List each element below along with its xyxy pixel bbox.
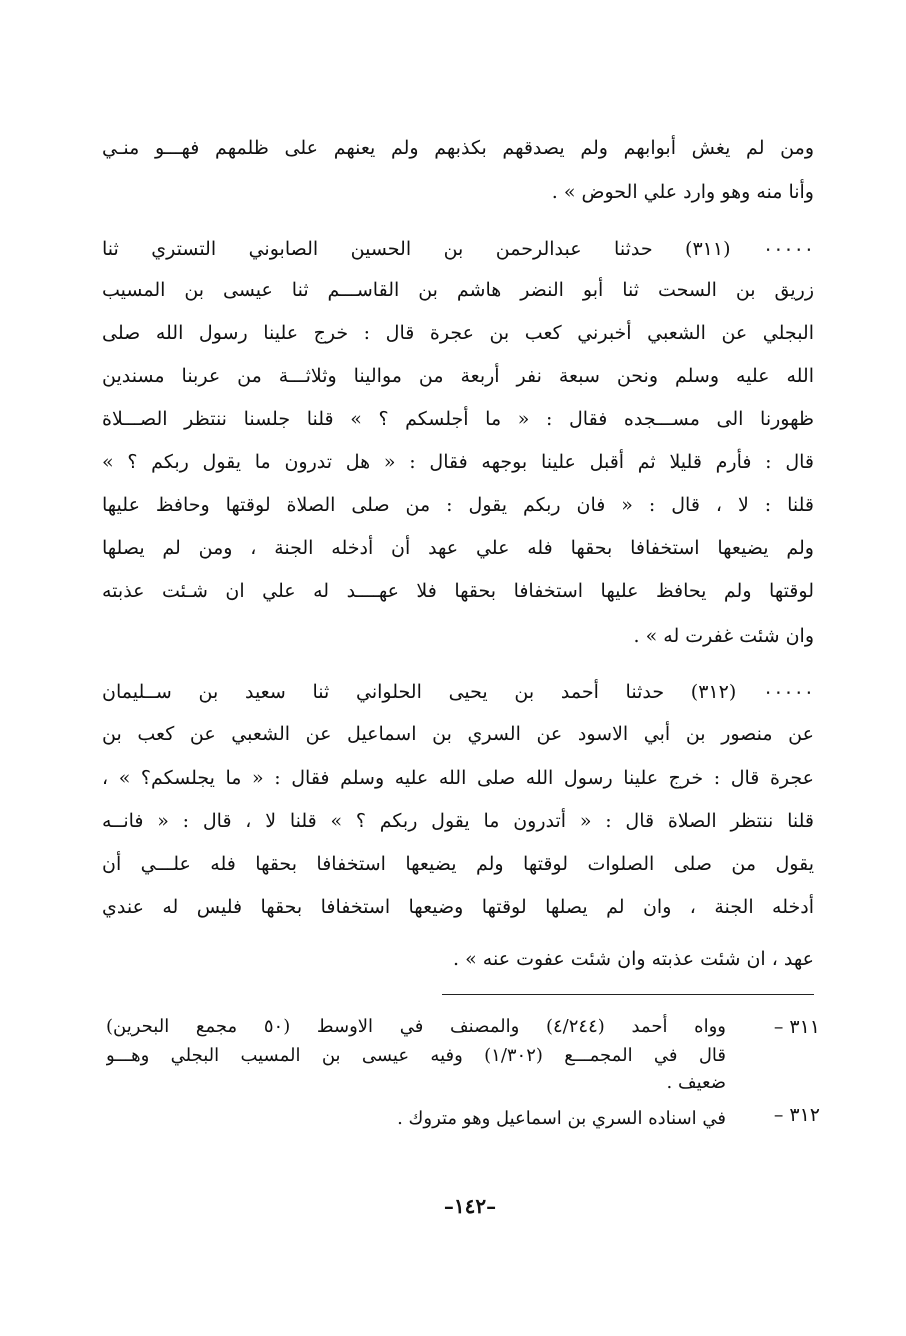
text-line: قلنا ننتظر الصلاة قال : « أتدرون ما يقول ربكم ؟ » قلنا لا ، قال : « فانــه — [102, 810, 814, 832]
text-line: قلنا : لا ، قال : « فان ربكم يقول : من صلى الصلاة لوقتها وحافظ عليها — [102, 494, 814, 516]
text-line: البجلي عن الشعبي أخبرني كعب بن عجرة قال : خرج علينا رسول الله صلى — [102, 322, 814, 344]
text-line: عن منصور بن أبي الاسود عن السري بن اسماعيل عن الشعبي عن كعب بن — [102, 723, 814, 745]
footnote-line: في اسناده السري بن اسماعيل وهو متروك . — [397, 1108, 726, 1129]
footnote-number: ٣١٢ – — [773, 1104, 820, 1126]
text-line: ظهورنا الى مســـجده فقال : « ما أجلسكم ؟ » قلنا جلسنا ننتظر الصـــلاة — [102, 408, 814, 430]
text-line: الله عليه وسلم ونحن سبعة نفر أربعة من موالينا وثلاثـــة من عربنا مسندين — [102, 365, 814, 387]
text-line: زريق بن السحت ثنا أبو النضر هاشم بن القاســـم ثنا عيسى بن المسيب — [102, 279, 814, 301]
text-line: لوقتها ولم يحافظ عليها استخفافا بحقها فلا عهــــد له علي ان شـئت عذبته — [102, 580, 814, 602]
footnote-line: وواه أحمد (٤/٢٤٤) والمصنف في الاوسط (٥٠ مجمع البحرين) — [106, 1016, 726, 1037]
text-line: ولم يضيعها استخفافا بحقها فله علي عهد أن أدخله الجنة ، ومن لم يصلها — [102, 537, 814, 559]
footnote-separator — [442, 994, 814, 995]
text-line: وأنا منه وهو وارد علي الحوض » . — [551, 181, 814, 203]
text-line: عهد ، ان شئت عذبته وان شئت عفوت عنه » . — [453, 948, 814, 970]
text-line: وان شئت غفرت له » . — [633, 625, 814, 647]
text-line: يقول من صلى الصلوات لوقتها ولم يضيعها استخفافا بحقها فله علـــي أن — [102, 853, 814, 875]
footnote-line: قال في المجمـــع (١/٣٠٢) وفيه عيسى بن المسيب البجلي وهـــو — [106, 1045, 726, 1066]
text-line: ۰۰۰۰۰ (٣١٢) حدثنا أحمد بن يحيى الحلواني ثنا سعيد بن ســليمان — [102, 681, 814, 703]
text-line: عجرة قال : خرج علينا رسول الله صلى الله عليه وسلم فقال : « ما يجلسكم؟ » ، — [102, 767, 814, 789]
footnote-line: ضعيف . — [666, 1072, 726, 1093]
footnote-number: ٣١١ – — [773, 1016, 820, 1038]
text-line: أدخله الجنة ، وان لم يصلها لوقتها وضيعها استخفافا بحقها فليس له عندي — [102, 896, 814, 918]
page-number: –١٤٢– — [443, 1194, 497, 1218]
text-line: قال : فأرم قليلا ثم أقبل علينا بوجهه فقال : « هل تدرون ما يقول ربكم ؟ » — [102, 451, 814, 473]
text-line: ۰۰۰۰۰ (٣١١) حدثنا عبدالرحمن بن الحسين الصابوني التستري ثنا — [102, 238, 814, 260]
text-line: ومن لم يغش أبوابهم ولم يصدقهم بكذبهم ولم يعنهم على ظلمهم فهـــو منـي — [102, 137, 814, 159]
